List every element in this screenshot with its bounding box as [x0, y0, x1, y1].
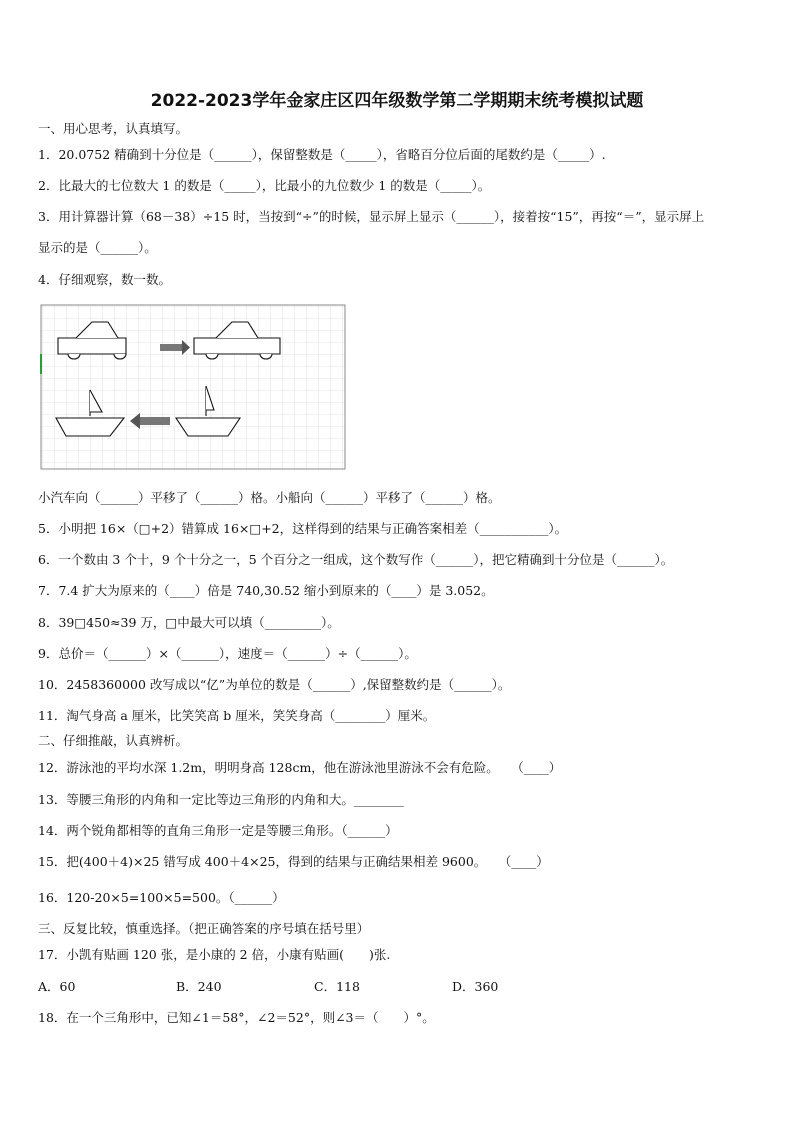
question-12: 12．游泳池的平均水深 1.2m，明明身高 128cm，他在游泳池里游泳不会有危险。 （____） — [38, 760, 562, 775]
question-8: 8．39□450≈39 万，□中最大可以填（_________）。 — [38, 615, 340, 630]
question-5: 5．小明把 16×（□+2）错算成 16×□+2，这样得到的结果与正确答案相差（___________）。 — [38, 521, 568, 536]
option-a: A．60 — [38, 979, 76, 994]
translation-grid-figure — [40, 304, 346, 470]
section-heading-2: 二、仔细推敲，认真辨析。 — [38, 733, 189, 748]
option-d: D．360 — [452, 979, 499, 994]
question-13: 13．等腰三角形的内角和一定比等边三角形的内角和大。________ — [38, 792, 404, 807]
question-9: 9．总价＝（______）×（______），速度＝（______）÷（______）。 — [38, 646, 417, 661]
question-17-options — [38, 979, 760, 995]
question-4-answer: 小汽车向（______）平移了（______）格。小船向（______）平移了（______）格。 — [38, 490, 501, 505]
page-title: 2022-2023学年金家庄区四年级数学第二学期期末统考模拟试题 — [150, 91, 644, 111]
question-15: 15．把(400＋4)×25 错写成 400＋4×25，得到的结果与正确结果相差 9600。 （____） — [38, 854, 549, 869]
question-11: 11．淘气身高 a 厘米，比笑笑高 b 厘米，笑笑身高（________）厘米。 — [38, 708, 436, 723]
question-18: 18．在一个三角形中，已知∠1＝58°，∠2＝52°，则∠3＝（ ）°。 — [38, 1010, 435, 1025]
question-14: 14．两个锐角都相等的直角三角形一定是等腰三角形。（______） — [38, 823, 398, 838]
section-heading-3: 三、反复比较，慎重选择。（把正确答案的序号填在括号里） — [38, 921, 370, 936]
option-b: B．240 — [176, 979, 222, 994]
question-17: 17．小凯有贴画 120 张，是小康的 2 倍，小康有贴画( )张. — [38, 947, 391, 962]
question-1: 1．20.0752 精确到十分位是（______），保留整数是（_____），省略百分位后面的尾数约是（_____）. — [38, 147, 606, 162]
question-4: 4．仔细观察，数一数。 — [38, 272, 171, 287]
question-2: 2．比最大的七位数大 1 的数是（_____），比最小的九位数少 1 的数是（_____）。 — [38, 178, 491, 193]
option-c: C．118 — [314, 979, 360, 994]
question-3-line-1: 3．用计算器计算（68－38）÷15 时，当按到“÷”的时候，显示屏上显示（______），接着按“15”，再按“＝”，显示屏上 — [38, 209, 705, 224]
question-16: 16．120-20×5=100×5=500。（______） — [38, 890, 285, 905]
question-7: 7．7.4 扩大为原来的（____）倍是 740,30.52 缩小到原来的（____）是 3.052。 — [38, 583, 494, 598]
question-10: 10．2458360000 改写成以“亿”为单位的数是（______）,保留整数约是（______）。 — [38, 677, 511, 692]
question-3-line-2: 显示的是（______）。 — [38, 240, 157, 255]
section-heading-1: 一、用心思考，认真填写。 — [38, 121, 189, 136]
question-6: 6．一个数由 3 个十，9 个十分之一，5 个百分之一组成，这个数写作（______），把它精确到十分位是（______）。 — [38, 552, 674, 567]
